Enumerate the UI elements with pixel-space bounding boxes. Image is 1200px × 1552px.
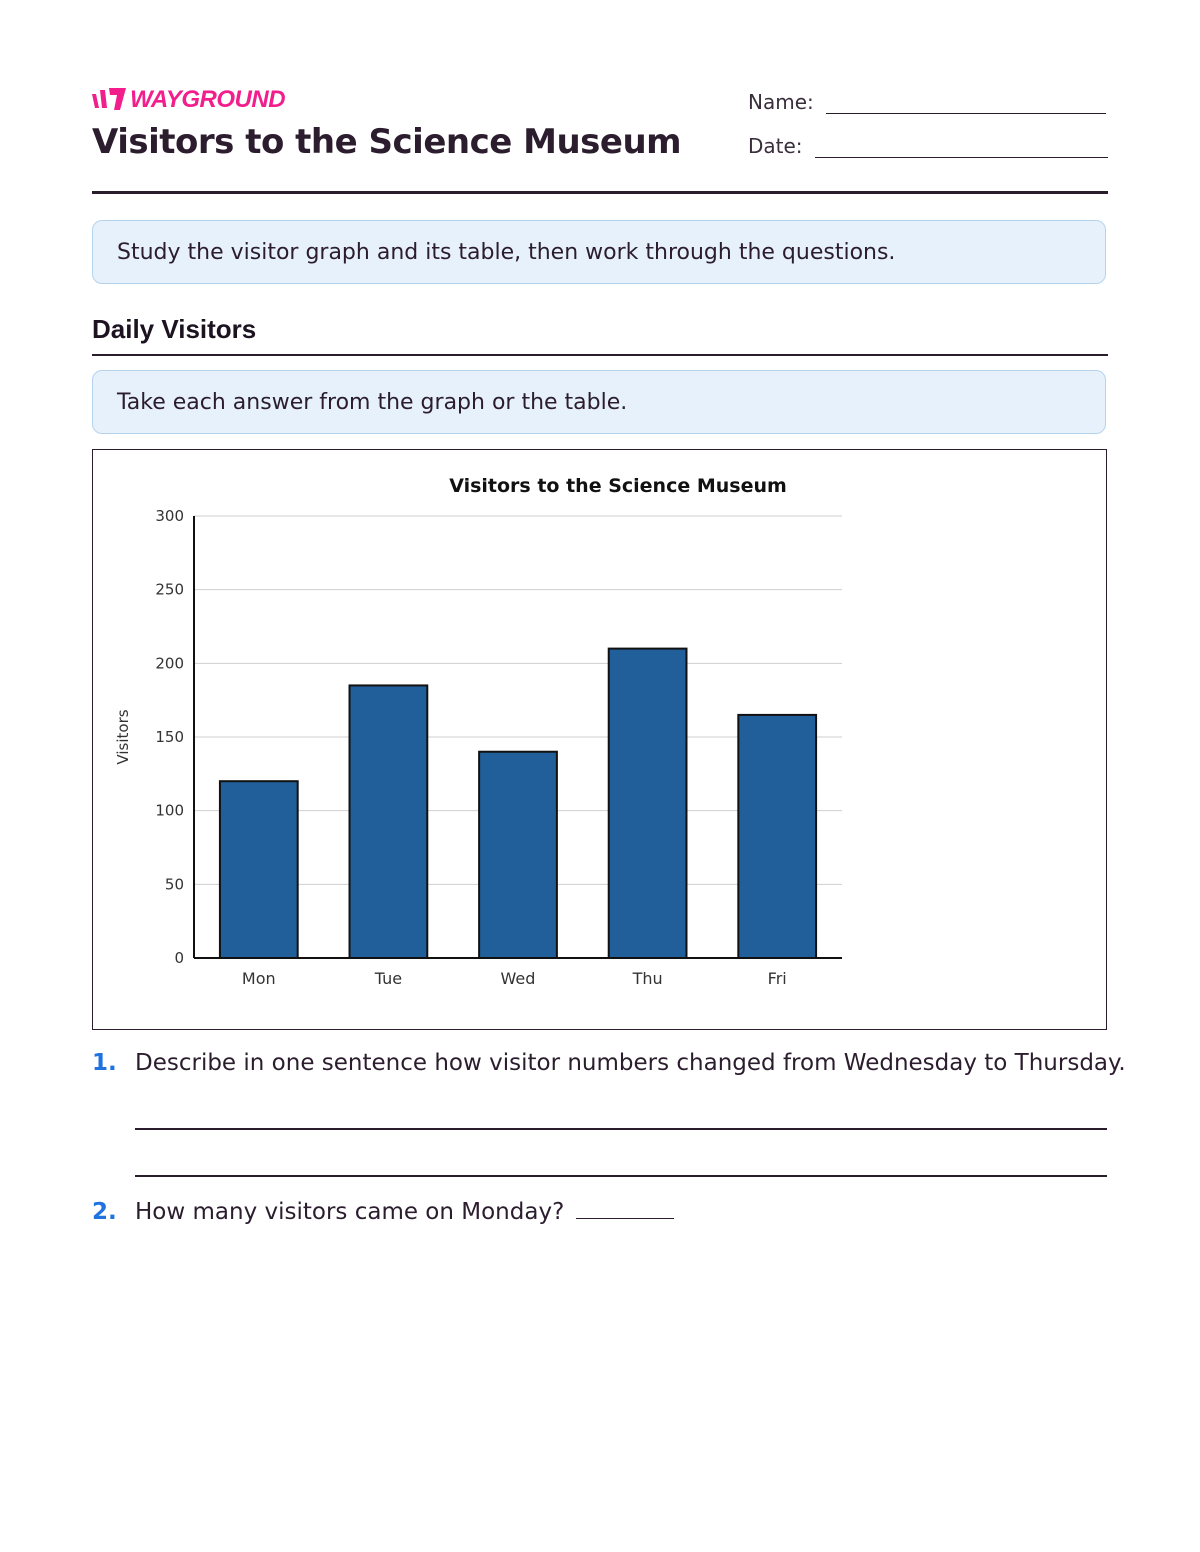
y-tick-label: 200 [155, 654, 184, 673]
y-tick-label: 100 [155, 801, 184, 820]
instructions-text: Study the visitor graph and its table, then work through the questions. [117, 239, 896, 265]
date-label: Date: [748, 134, 803, 158]
y-tick-label: 250 [155, 580, 184, 599]
x-tick-label: Thu [632, 969, 663, 988]
section-heading: Daily Visitors [92, 314, 257, 344]
x-tick-label: Tue [374, 969, 403, 988]
bar [609, 649, 687, 958]
chart-frame [92, 449, 1107, 1030]
section-divider [92, 354, 1108, 356]
brand-logo [92, 86, 285, 114]
wayground-logo-icon [92, 88, 126, 112]
chart-title: Visitors to the Science Museum [449, 475, 787, 497]
y-tick-label: 50 [164, 875, 184, 894]
bar [479, 752, 557, 958]
answer-line[interactable] [135, 1175, 1107, 1177]
instructions-box [92, 220, 1106, 284]
y-tick-label: 150 [155, 728, 184, 746]
question-number: 1. [92, 1050, 117, 1076]
section-note-text: Take each answer from the graph or the table. [117, 389, 628, 415]
question-text: How many visitors came on Monday? [135, 1199, 565, 1225]
date-input-line[interactable] [815, 135, 1108, 158]
name-label: Name: [748, 90, 814, 114]
question-number: 2. [92, 1199, 117, 1225]
name-input-line[interactable] [826, 91, 1106, 114]
bar [738, 715, 816, 958]
brand-name: WAYGROUND [130, 86, 286, 113]
y-tick-label: 0 [174, 949, 184, 967]
y-axis-label: Visitors [114, 709, 132, 765]
x-tick-label: Wed [500, 969, 536, 988]
section-note-box [92, 370, 1106, 434]
header-divider [92, 191, 1108, 194]
question-2 [92, 1198, 674, 1225]
question-text: Describe in one sentence how visitor numbers changed from Wednesday to Thursday. [135, 1050, 1126, 1076]
x-tick-label: Mon [241, 969, 276, 988]
x-tick-label: Fri [767, 969, 787, 988]
answer-line[interactable] [135, 1128, 1107, 1130]
question-1 [92, 1050, 1126, 1076]
name-field [748, 90, 1106, 114]
answer-blank[interactable] [576, 1198, 674, 1219]
bar-chart [93, 450, 1105, 1028]
date-field [748, 134, 1108, 158]
page-title: Visitors to the Science Museum [92, 122, 682, 162]
y-tick-label: 300 [155, 507, 184, 525]
bar [350, 685, 428, 958]
bar [220, 781, 298, 958]
